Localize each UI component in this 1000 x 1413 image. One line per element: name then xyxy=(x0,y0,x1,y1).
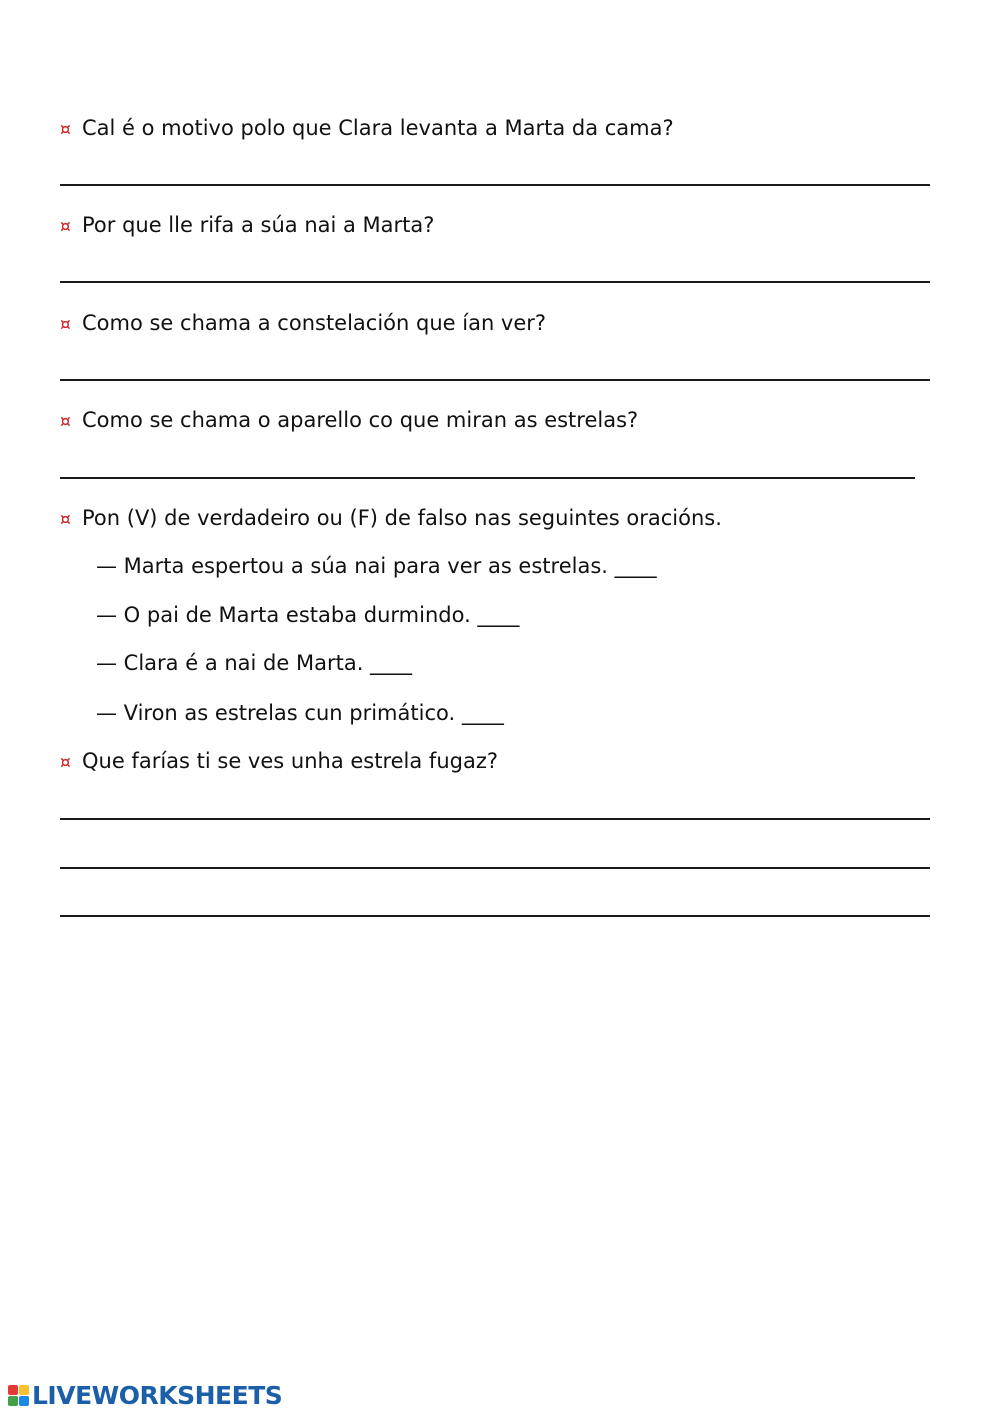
true-false-item-2[interactable]: — O pai de Marta estaba durmindo. ____ xyxy=(96,603,520,627)
bullet-icon: ¤ xyxy=(60,510,71,530)
question-text: Como se chama o aparello co que miran as estrelas? xyxy=(82,408,639,432)
answer-line-4[interactable] xyxy=(60,477,915,479)
question-2 xyxy=(60,212,434,240)
question-text: Pon (V) de verdadeiro ou (F) de falso nas seguintes oracións. xyxy=(82,506,722,530)
question-4 xyxy=(60,407,638,435)
answer-line-6a[interactable] xyxy=(60,818,930,820)
question-text: Por que lle rifa a súa nai a Marta? xyxy=(82,213,435,237)
bullet-icon: ¤ xyxy=(60,315,71,335)
bullet-icon: ¤ xyxy=(60,120,71,140)
answer-line-6c[interactable] xyxy=(60,915,930,917)
answer-line-6b[interactable] xyxy=(60,867,930,869)
question-text: Que farías ti se ves unha estrela fugaz? xyxy=(82,749,499,773)
question-text: Cal é o motivo polo que Clara levanta a Marta da cama? xyxy=(82,116,674,140)
footer-logo xyxy=(8,1380,282,1410)
bullet-icon: ¤ xyxy=(60,753,71,773)
brand-name: LIVEWORKSHEETS xyxy=(32,1380,283,1410)
question-1 xyxy=(60,115,674,143)
bullet-icon: ¤ xyxy=(60,217,71,237)
answer-line-1[interactable] xyxy=(60,184,930,186)
true-false-item-4[interactable]: — Viron as estrelas cun primático. ____ xyxy=(96,701,504,725)
question-6 xyxy=(60,748,498,776)
true-false-item-3[interactable]: — Clara é a nai de Marta. ____ xyxy=(96,651,413,675)
answer-line-3[interactable] xyxy=(60,379,930,381)
liveworksheets-logo-icon xyxy=(8,1385,29,1406)
question-text: Como se chama a constelación que ían ver? xyxy=(82,311,547,335)
answer-line-2[interactable] xyxy=(60,281,930,283)
true-false-item-1[interactable]: — Marta espertou a súa nai para ver as estrelas. ____ xyxy=(96,554,657,578)
question-5 xyxy=(60,505,722,533)
bullet-icon: ¤ xyxy=(60,412,71,432)
question-3 xyxy=(60,310,546,338)
